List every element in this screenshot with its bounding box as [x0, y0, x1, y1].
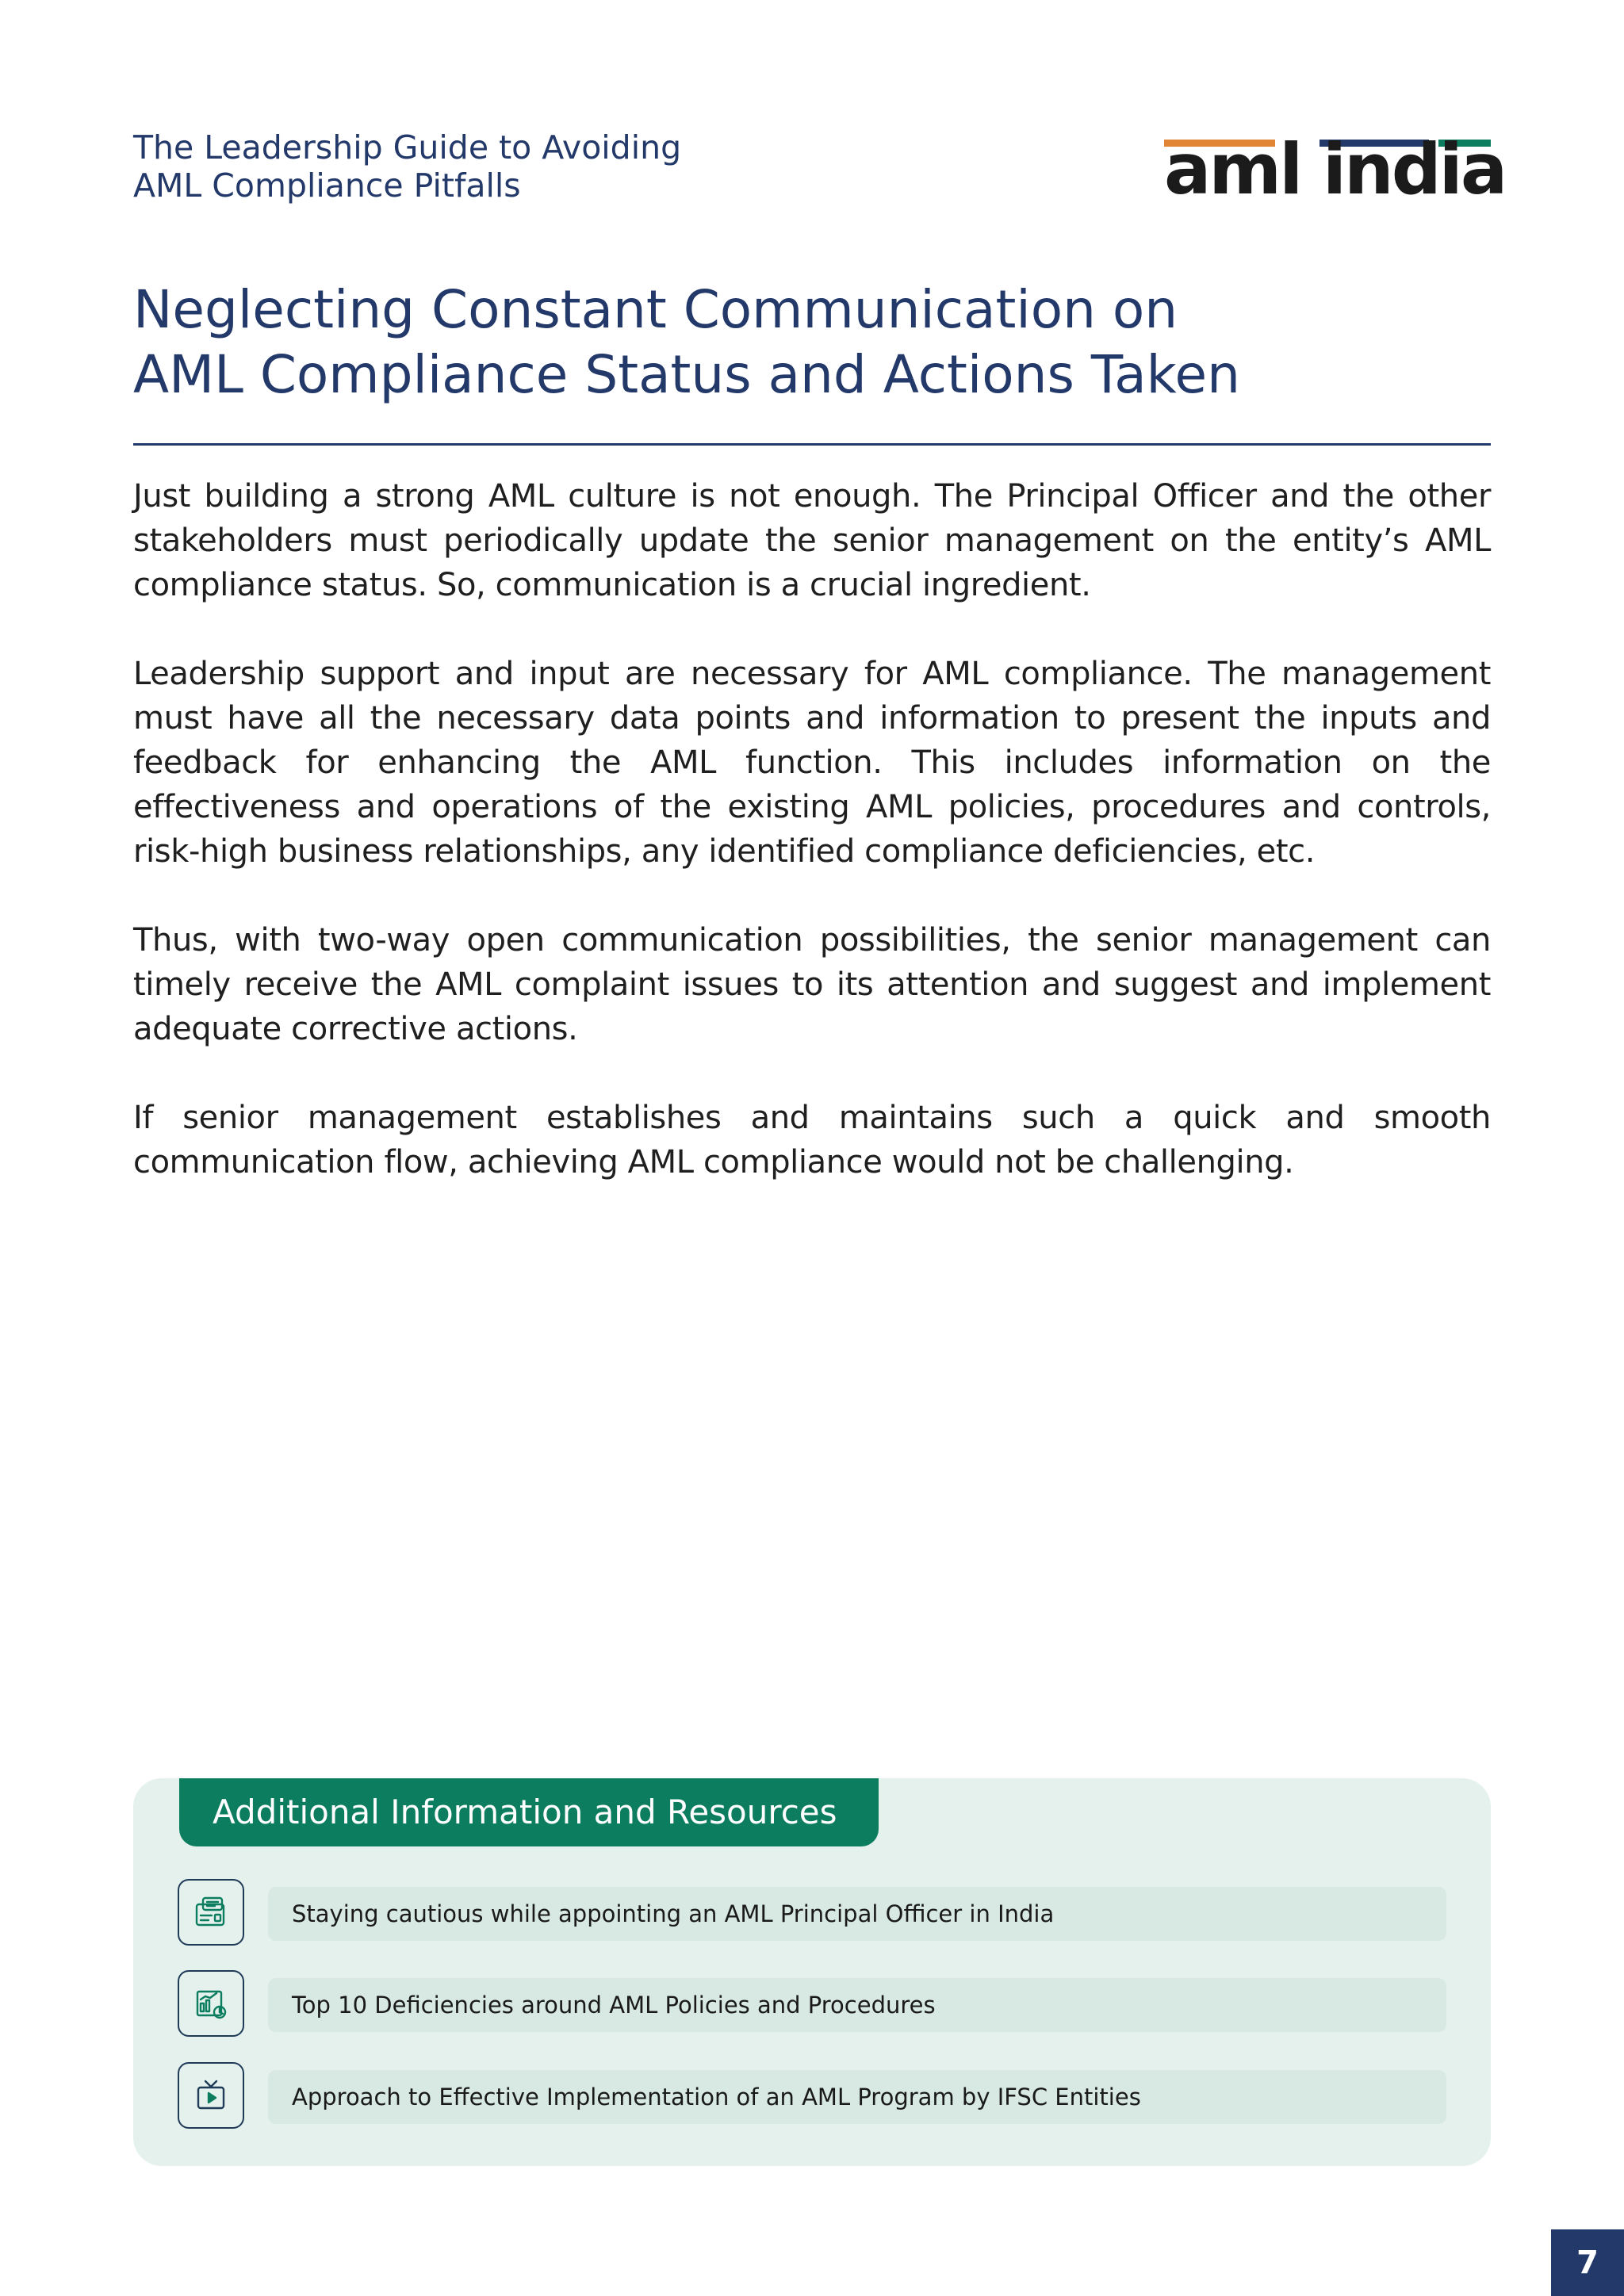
body-text	[133, 474, 1491, 1229]
page-title-line-1: Neglecting Constant Communication on	[133, 279, 1178, 340]
resource-link-top-deficiencies[interactable]: Top 10 Deficiencies around AML Policies and Procedures	[268, 1978, 1446, 2032]
resources-panel	[133, 1778, 1491, 2166]
heading-divider	[133, 443, 1491, 446]
paragraph-3: Thus, with two-way open communication possibilities, the senior management can timely receive the AML complaint issues to its attention and suggest and implement adequate corrective actions.	[133, 922, 1491, 1047]
video-icon	[178, 2062, 244, 2129]
resource-item[interactable]	[178, 2062, 1446, 2132]
article-icon	[178, 1879, 244, 1946]
resource-item[interactable]	[178, 1970, 1446, 2040]
resource-link-principal-officer[interactable]: Staying cautious while appointing an AML Principal Officer in India	[268, 1887, 1446, 1941]
logo-wordmark: aml india	[1164, 128, 1506, 210]
page-title-line-2: AML Compliance Status and Actions Taken	[133, 344, 1240, 405]
page-number: 7	[1551, 2229, 1624, 2296]
resource-link-ifsc-program[interactable]: Approach to Effective Implementation of an AML Program by IFSC Entities	[268, 2070, 1446, 2124]
header-title-line-1: The Leadership Guide to Avoiding	[133, 128, 682, 166]
page-title	[133, 277, 1491, 408]
report-chart-icon	[178, 1970, 244, 2037]
header-title-line-2: AML Compliance Pitfalls	[133, 166, 521, 205]
paragraph-4: If senior management establishes and maintains such a quick and smooth communication flow, achieving AML compliance would not be challenging.	[133, 1100, 1491, 1181]
document-header-title	[133, 128, 768, 205]
paragraph-2: Leadership support and input are necessary for AML compliance. The management must have all the necessary data points and information to present the inputs and feedback for enhancing the AML function. This includes information on the effectiveness and operations of the existing AML policies, procedures and controls, risk-high business relationships, any identified compliance deficiencies, etc.	[133, 656, 1491, 870]
resources-panel-title: Additional Information and Resources	[179, 1778, 879, 1846]
paragraph-1: Just building a strong AML culture is not enough. The Principal Officer and the other stakeholders must periodically update the senior management on the entity’s AML compliance status. So, communication is a crucial ingredient.	[133, 478, 1491, 603]
aml-india-logo	[1164, 128, 1506, 210]
resource-item[interactable]	[178, 1879, 1446, 1949]
